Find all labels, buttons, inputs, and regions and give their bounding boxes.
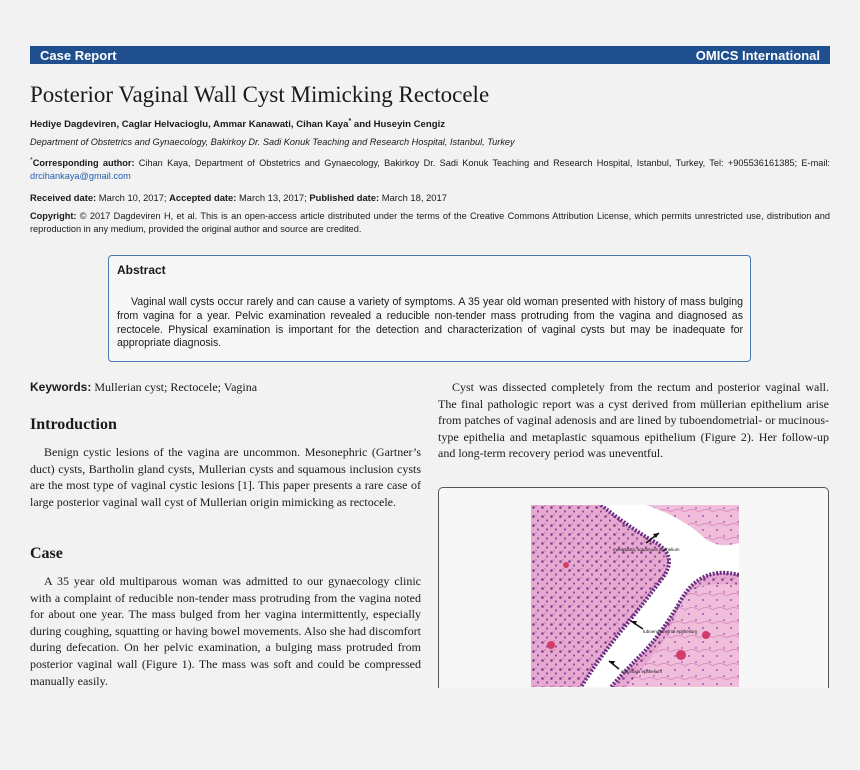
figure-label-mucinous: mucinous epithelium: [621, 669, 663, 674]
accepted-label: Accepted date:: [169, 192, 237, 203]
keywords-text: Mullerian cyst; Rectocele; Vagina: [91, 380, 258, 394]
copyright-text: © 2017 Dagdeviren H, et al. This is an open-access article distributed under the terms of the Creative Commons Attribution License, which permits unrestricted use, distribution and reproduction in any medium, provided the original author and source are credited.: [30, 211, 830, 234]
keywords: [30, 380, 421, 395]
published-label: Published date:: [309, 192, 380, 203]
article-type-label: Case Report: [40, 47, 117, 63]
affiliation: Department of Obstetrics and Gynaecology, Bakirkoy Dr. Sadi Konuk Teaching and Research Hospital, Istanbul, Turkey: [30, 137, 515, 147]
authors-corresponding-mark: *: [348, 118, 352, 125]
article-dates: [30, 192, 830, 203]
received-label: Received date:: [30, 192, 97, 203]
page-bottom-margin: [0, 688, 860, 770]
keywords-label: Keywords:: [30, 380, 92, 394]
received-value: March 10, 2017;: [96, 192, 170, 203]
case-paragraph: A 35 year old multiparous woman was admitted to our gynaecology clinic with a complaint of reducible non-tender mass protruding from the vagina noted for about one year. The mass bulged from her vagina intermittently, especially during coughing, squatting or having bowel movements. Also she had discomfort during defecation. On her pelvic examination, a bulging mass protruded from posterior vaginal wall (Figure 1). The mass was soft and could be compressed manually easily.: [30, 574, 421, 688]
author-list: [30, 118, 830, 130]
case-heading: Case: [30, 545, 63, 562]
accepted-value: March 13, 2017;: [236, 192, 310, 203]
published-value: March 18, 2017: [379, 192, 447, 203]
corresponding-label: Corresponding author:: [32, 158, 135, 169]
abstract-text: Vaginal wall cysts occur rarely and can cause a variety of symptoms. A 35 year old woman presented with history of mass bulging from vagina for a year. Pelvic examination revealed a reducible non-tender mass protruding from the vagina and diagnosed as rectocele. Physical examination is important for the detection and characterization of vaginal cysts but may be inadequate for appropriate diagnosis.: [117, 296, 743, 350]
figure-2-box: [438, 487, 829, 692]
copyright-label: Copyright:: [30, 211, 77, 221]
corresponding-author: [30, 154, 830, 183]
corresponding-mark: *: [30, 157, 33, 164]
histology-image: [531, 505, 739, 687]
figure-label-tuboendometrial: tuboendometrial epithelium: [643, 629, 698, 634]
journal-header-bar: [30, 46, 830, 64]
introduction-heading: Introduction: [30, 416, 117, 433]
introduction-paragraph: Benign cystic lesions of the vagina are uncommon. Mesonephric (Gartner’s duct) cysts, Bartholin gland cysts, Mullerian cysts and squamous inclusion cysts are the most type of vaginal cystic lesions [1]. This paper presents a rare case of large posterior vaginal wall cyst of Mullerian origin mimicking as rectocele.: [30, 445, 421, 509]
copyright-notice: [30, 210, 830, 236]
right-column-paragraph: Cyst was dissected completely from the rectum and posterior vaginal wall. The final pathologic report was a cyst derived from müllerian epithelium arise from patches of vaginal adenosis and are lined by tuboendometrial- or mucinous-type epithelia and metaplastic squamous epithelium (Figure 2). Her follow-up and long-term recovery period was uneventful.: [438, 380, 829, 461]
publisher-label: OMICS International: [695, 47, 820, 63]
abstract-box: [108, 255, 751, 362]
corresponding-text: Cihan Kaya, Department of Obstetrics and Gynaecology, Bakirkoy Dr. Sadi Konuk Teaching and Research Hospital, Istanbul, Turkey, Tel: +905536161385; E-mail:: [134, 158, 830, 169]
corresponding-email-link[interactable]: drcihankaya@gmail.com: [30, 171, 131, 182]
authors-main: Hediye Dagdeviren, Caglar Helvacioglu, Ammar Kanawati, Cihan Kaya: [30, 119, 349, 131]
abstract-heading: Abstract: [117, 263, 166, 277]
authors-tail: and Huseyin Cengiz: [351, 119, 446, 131]
figure-label-metaplastic: metaplastic squamous epithelium: [613, 547, 680, 552]
article-title: Posterior Vaginal Wall Cyst Mimicking Rectocele: [30, 82, 490, 107]
